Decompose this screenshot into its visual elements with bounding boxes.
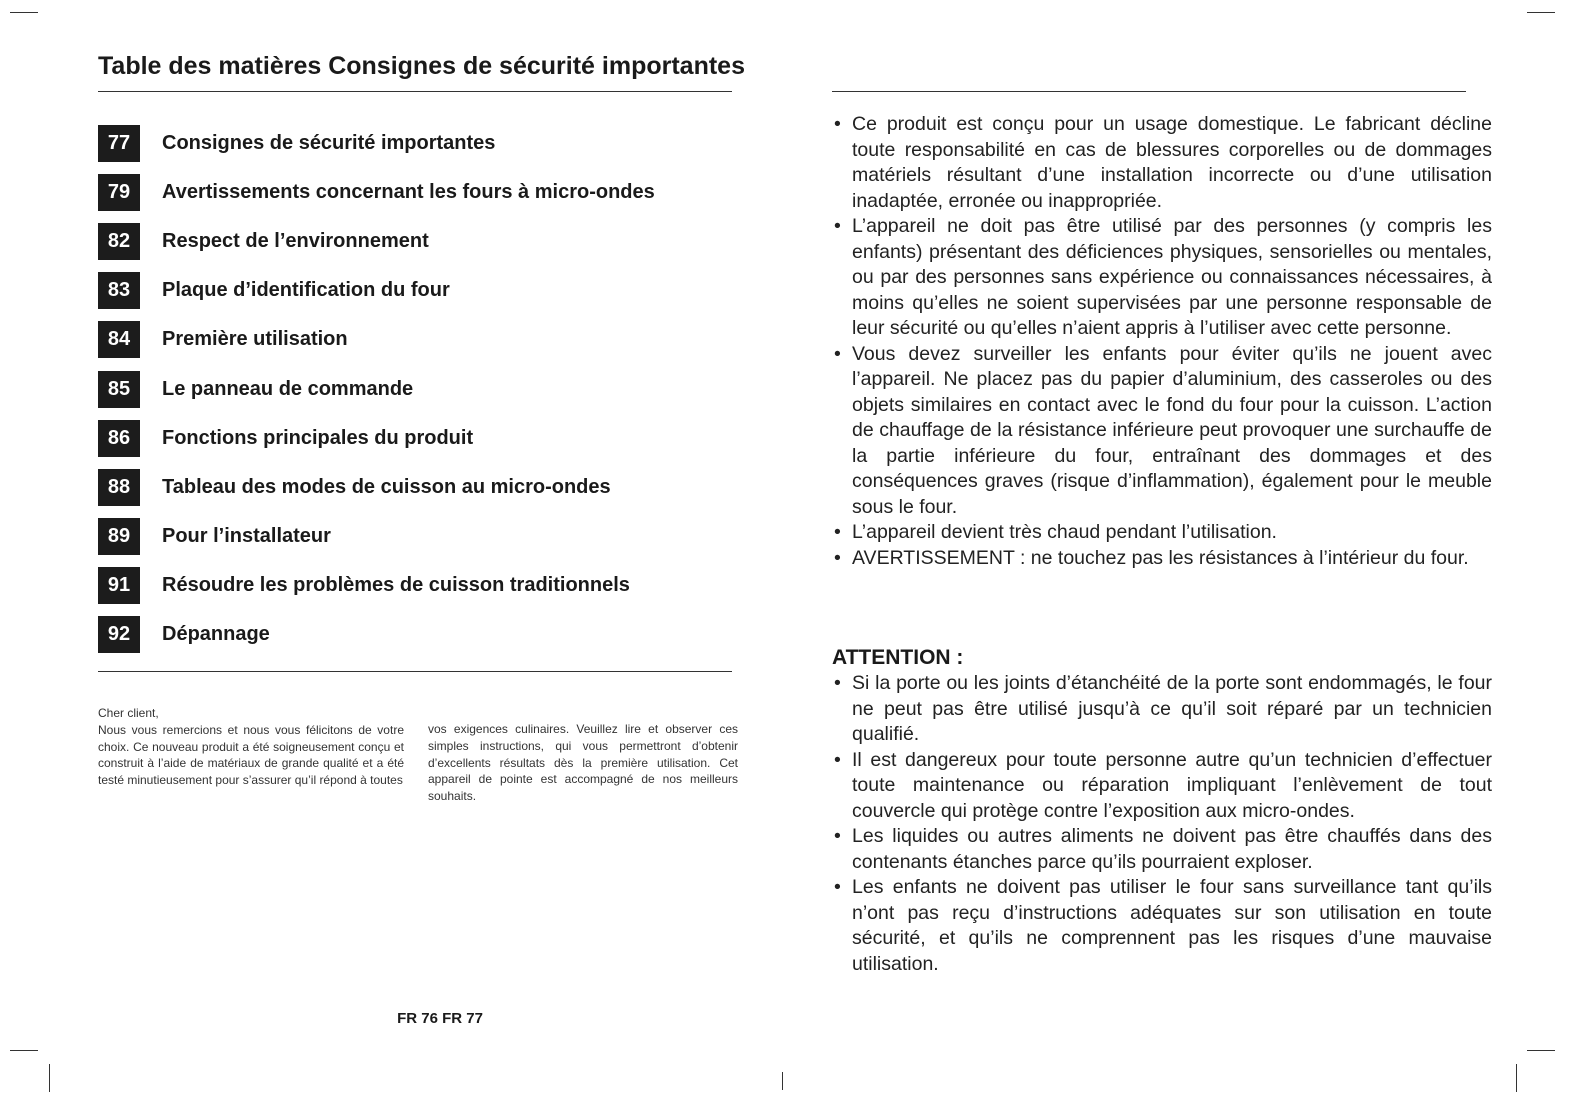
- toc-item-label: Dépannage: [162, 622, 270, 645]
- toc-item-label: Le panneau de commande: [162, 377, 414, 400]
- letter-body-col2: vos exigences culinaires. Veuillez lire et observer ces simples instructions, qui vous permettront d’obtenir d’excellents résultats dès la première utilisation. Cet appareil de pointe est accompagné de nos meilleurs souhaits.: [428, 722, 738, 804]
- toc-page-number: 82: [98, 223, 140, 260]
- toc-item-label: Résoudre les problèmes de cuisson traditionnels: [162, 573, 630, 596]
- crop-mark-bottom-left: [10, 1050, 38, 1051]
- safety-bullet: • L’appareil ne doit pas être utilisé par des personnes (y compris les enfants) présentant des déficiences physiques, sensorielles ou mentales, ou par des personnes sans expérience ou connaissances nécessaires, à moins qu’elles ne soient supervisées par une personne responsable de leur sécurité ou qu’elles n’aient appris à l’utiliser avec cette personne.: [832, 214, 1492, 342]
- toc-item[interactable]: [98, 119, 738, 168]
- toc-page-number: 84: [98, 321, 140, 358]
- crop-mark-top-right: [1527, 12, 1555, 13]
- title-divider: [98, 91, 732, 92]
- toc-item-label: Respect de l’environnement: [162, 230, 429, 253]
- letter-greeting: Cher client,: [98, 706, 159, 720]
- safety-bullet: • L’appareil devient très chaud pendant l’utilisation.: [832, 520, 1492, 546]
- toc-item-label: Consignes de sécurité importantes: [162, 132, 496, 155]
- toc-page-number: 85: [98, 371, 140, 408]
- safety-section: [832, 112, 1492, 571]
- safety-bullet: • AVERTISSEMENT : ne touchez pas les résistances à l’intérieur du four.: [832, 546, 1492, 572]
- toc-item[interactable]: [98, 610, 738, 659]
- attention-bullet-list: [832, 671, 1492, 977]
- toc-page-number: 91: [98, 567, 140, 604]
- attention-bullet: • Il est dangereux pour toute personne autre qu’un technicien d’effectuer toute maintenance ou réparation impliquant l’enlèvement de tout couvercle qui protège contre l’exposition aux micro-ondes.: [832, 748, 1492, 825]
- toc-page-number: 83: [98, 272, 140, 309]
- right-top-divider: [832, 91, 1466, 92]
- toc-item-label: Fonctions principales du produit: [162, 426, 474, 449]
- toc-page-number: 88: [98, 469, 140, 506]
- toc-item[interactable]: [98, 217, 738, 266]
- toc-item-label: Plaque d’identification du four: [162, 279, 450, 302]
- toc-page-number: 86: [98, 420, 140, 457]
- toc-item[interactable]: [98, 561, 738, 610]
- toc-page-number: 79: [98, 174, 140, 211]
- crop-mark-bottom-center: [782, 1072, 783, 1090]
- toc-item-label: Pour l’installateur: [162, 524, 331, 547]
- attention-bullet: • Si la porte ou les joints d’étanchéité de la porte sont endommagés, le four ne peut pas être utilisé jusqu’à ce qu’il soit réparé par un technicien qualifié.: [832, 671, 1492, 748]
- attention-heading: ATTENTION :: [832, 646, 964, 669]
- toc-page-number: 77: [98, 125, 140, 162]
- attention-bullet: • Les liquides ou autres aliments ne doivent pas être chauffés dans des contenants étanches parce qu’ils pourraient exploser.: [832, 824, 1492, 875]
- letter-body-col1: Nous vous remercions et nous vous félicitons de votre choix. Ce nouveau produit a été soigneusement conçu et construit à l’aide de matériaux de grande qualité et a été testé minutieusement pour s’assurer qu’il répond à toutes: [98, 722, 404, 788]
- safety-bullet: • Ce produit est conçu pour un usage domestique. Le fabricant décline toute responsabilité en cas de blessures corporelles ou de dommages matériels résultant d’une installation incorrecte ou d’une utilisation inadaptée, erronée ou inappropriée.: [832, 112, 1492, 214]
- toc-item-label: Avertissements concernant les fours à micro-ondes: [162, 181, 655, 204]
- page-title: Table des matières Consignes de sécurité importantes: [98, 52, 745, 80]
- toc-item[interactable]: [98, 315, 738, 364]
- crop-mark-bottom-right-vertical: [1516, 1064, 1517, 1092]
- toc-item-label: Tableau des modes de cuisson au micro-ondes: [162, 475, 611, 498]
- toc-page-number: 92: [98, 616, 140, 653]
- crop-mark-bottom-right: [1527, 1050, 1555, 1051]
- toc-bottom-divider: [98, 671, 732, 672]
- attention-section: [832, 645, 1492, 977]
- crop-mark-top-left: [10, 12, 38, 13]
- toc-item[interactable]: [98, 168, 738, 217]
- toc-item[interactable]: [98, 414, 738, 463]
- toc-item[interactable]: [98, 512, 738, 561]
- welcome-letter-col2: [428, 721, 738, 805]
- toc-item-label: Première utilisation: [162, 328, 348, 351]
- attention-bullet: • Les enfants ne doivent pas utiliser le four sans surveillance tant qu’ils n’ont pas reçu d’instructions adéquates sur son utilisation en toute sécurité, et qu’ils ne comprennent pas les risques d’une mauvaise utilisation.: [832, 875, 1492, 977]
- toc-page-number: 89: [98, 518, 140, 555]
- welcome-letter-col1: [98, 705, 404, 789]
- safety-bullet: • Vous devez surveiller les enfants pour éviter qu’ils ne jouent avec l’appareil. Ne placez pas du papier d’aluminium, des casseroles ou des objets similaires en contact avec le fond du four pour la cuisson. L’action de chauffage de la résistance inférieure peut provoquer une surchauffe de la partie inférieure du four, entraînant des dommages et des conséquences graves (risque d’inflammation), également pour le meuble sous le four.: [832, 342, 1492, 521]
- toc-item[interactable]: [98, 364, 738, 413]
- table-of-contents: [98, 119, 738, 659]
- toc-item[interactable]: [98, 463, 738, 512]
- toc-item[interactable]: [98, 266, 738, 315]
- crop-mark-bottom-left-vertical: [49, 1064, 50, 1092]
- page-footer: FR 76 FR 77: [397, 1010, 483, 1027]
- safety-bullet-list: [832, 112, 1492, 571]
